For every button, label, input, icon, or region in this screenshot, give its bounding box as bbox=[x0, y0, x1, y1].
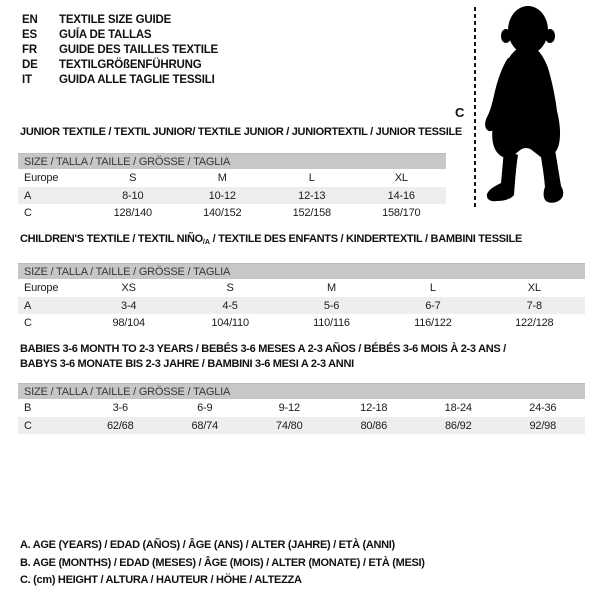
size-cell: 12-18 bbox=[360, 402, 388, 414]
size-cell: 5-6 bbox=[323, 299, 340, 312]
size-cell: 80/86 bbox=[360, 419, 388, 432]
size-cell: 7-8 bbox=[526, 299, 542, 312]
size-cell: 86/92 bbox=[444, 419, 472, 432]
language-code: EN bbox=[22, 14, 38, 26]
row-label-cell: A bbox=[24, 299, 32, 312]
height-measure-line bbox=[474, 7, 476, 207]
size-cell: 10-12 bbox=[208, 189, 236, 202]
language-title: GUÍA DE TALLAS bbox=[59, 29, 152, 41]
note-age-months: B. AGE (MONTHS) / EDAD (MESES) / ÂGE (MOIS) / ALTER (MONATE) / ETÀ (MESI) bbox=[20, 556, 425, 569]
size-cell: 12-13 bbox=[298, 189, 326, 202]
childrens-section-title bbox=[20, 232, 600, 250]
language-title: TEXTILGRÖßENFÜHRUNG bbox=[59, 59, 202, 71]
table-row-age-months bbox=[18, 399, 585, 417]
row-label-cell: A bbox=[24, 189, 32, 202]
size-cell: 68/74 bbox=[191, 419, 219, 432]
size-cell: 24-36 bbox=[529, 402, 557, 414]
babies-size-table bbox=[18, 399, 585, 434]
size-cell: 62/68 bbox=[106, 419, 134, 432]
language-code: FR bbox=[22, 44, 37, 56]
baby-silhouette-icon bbox=[478, 3, 570, 209]
row-label-cell: C bbox=[24, 316, 32, 329]
table-row-age bbox=[18, 187, 446, 204]
table-row-height bbox=[18, 417, 585, 434]
size-cell: 74/80 bbox=[275, 419, 303, 432]
row-label-cell: C bbox=[24, 206, 32, 219]
baby-figure bbox=[450, 0, 600, 215]
size-cell: 3-4 bbox=[121, 299, 137, 312]
size-cell: 104/110 bbox=[211, 316, 249, 329]
section-title-line1: BABIES 3-6 MONTH TO 2-3 YEARS / BEBÉS 3-6 MESES A 2-3 AÑOS / BÉBÉS 3-6 MOIS À 2-3 ANS / bbox=[20, 343, 506, 355]
language-row-fr bbox=[22, 43, 218, 58]
section-title-text: JUNIOR TEXTILE / TEXTIL JUNIOR/ TEXTILE JUNIOR / JUNIORTEXTIL / JUNIOR TESSILE bbox=[20, 126, 462, 138]
size-cell: 8-10 bbox=[122, 189, 144, 202]
childrens-textile-section bbox=[18, 232, 600, 331]
section-title-text: / TEXTILE DES ENFANTS / KINDERTEXTIL / BAMBINI TESSILE bbox=[209, 233, 522, 245]
size-cell: 18-24 bbox=[444, 402, 472, 414]
legend-notes bbox=[20, 537, 425, 590]
row-label-cell: Europe bbox=[24, 172, 59, 184]
junior-size-table bbox=[18, 169, 446, 221]
height-measure-label: C bbox=[455, 105, 465, 120]
size-cell: 3-6 bbox=[112, 402, 128, 414]
size-cell: 6-9 bbox=[197, 402, 213, 414]
childrens-size-table bbox=[18, 279, 585, 331]
size-cell: 158/170 bbox=[382, 206, 421, 219]
size-cell: M bbox=[326, 282, 336, 294]
language-code: ES bbox=[22, 29, 37, 41]
size-cell: L bbox=[308, 172, 315, 184]
language-code: IT bbox=[22, 74, 32, 86]
section-title-text: CHILDREN'S TEXTILE / TEXTIL NIÑO bbox=[20, 233, 203, 245]
size-cell: 6-7 bbox=[425, 299, 441, 312]
size-cell: XL bbox=[394, 172, 408, 184]
language-title: GUIDE DES TAILLES TEXTILE bbox=[59, 44, 218, 56]
table-row-europe bbox=[18, 169, 446, 187]
language-row-it bbox=[22, 73, 218, 88]
language-row-en bbox=[22, 13, 218, 28]
note-height: C. (cm) HEIGHT / ALTURA / HAUTEUR / HÖHE / ALTEZZA bbox=[20, 574, 302, 586]
size-cell: 122/128 bbox=[515, 316, 554, 329]
table-row-age bbox=[18, 297, 585, 314]
language-code: DE bbox=[22, 59, 38, 71]
row-label-cell: C bbox=[24, 419, 32, 432]
size-cell: L bbox=[429, 282, 436, 294]
table-row-europe bbox=[18, 279, 585, 297]
size-cell: S bbox=[226, 282, 234, 294]
table-row-height bbox=[18, 204, 446, 221]
language-title-list bbox=[22, 13, 218, 88]
size-cell: 98/104 bbox=[112, 316, 145, 329]
size-cell: 116/122 bbox=[414, 316, 452, 329]
size-cell: XS bbox=[121, 282, 136, 294]
section-title-subscript: /A bbox=[202, 239, 210, 246]
language-title: TEXTILE SIZE GUIDE bbox=[59, 14, 172, 26]
size-cell: M bbox=[217, 172, 227, 184]
language-row-es bbox=[22, 28, 218, 43]
size-cell: 4-5 bbox=[222, 299, 238, 312]
row-label-cell: B bbox=[24, 402, 32, 414]
size-cell: 92/98 bbox=[529, 419, 557, 432]
language-title: GUIDA ALLE TAGLIE TESSILI bbox=[59, 74, 215, 86]
size-cell: 128/140 bbox=[113, 206, 152, 219]
size-header-bar: SIZE / TALLA / TAILLE / GRÖSSE / TAGLIA bbox=[18, 263, 585, 279]
size-cell: 140/152 bbox=[203, 206, 242, 219]
table-row-height bbox=[18, 314, 585, 331]
size-header-bar: SIZE / TALLA / TAILLE / GRÖSSE / TAGLIA bbox=[18, 153, 446, 169]
babies-textile-section bbox=[18, 342, 600, 434]
size-cell: 9-12 bbox=[278, 402, 300, 414]
size-cell: 14-16 bbox=[387, 189, 415, 202]
note-age-years: A. AGE (YEARS) / EDAD (AÑOS) / ÂGE (ANS) / ALTER (JAHRE) / ETÀ (ANNI) bbox=[20, 539, 395, 551]
babies-section-title bbox=[20, 342, 600, 372]
row-label-cell: Europe bbox=[24, 282, 59, 294]
size-header-bar: SIZE / TALLA / TAILLE / GRÖSSE / TAGLIA bbox=[18, 383, 585, 399]
section-title-line2: BABYS 3-6 MONATE BIS 2-3 JAHRE / BAMBINI 3-6 MESI A 2-3 ANNI bbox=[20, 358, 354, 370]
language-row-de bbox=[22, 58, 218, 73]
size-cell: 110/116 bbox=[313, 316, 350, 329]
size-cell: 152/158 bbox=[292, 206, 331, 219]
size-cell: XL bbox=[527, 282, 541, 294]
size-cell: S bbox=[129, 172, 137, 184]
